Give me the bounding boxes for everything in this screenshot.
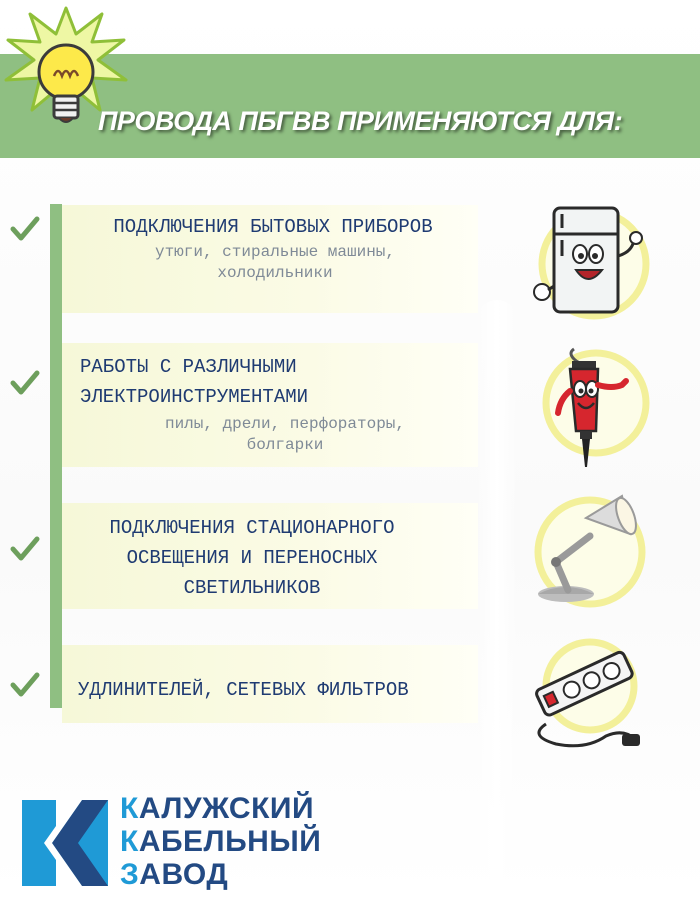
item-heading: СВЕТИЛЬНИКОВ <box>183 577 321 599</box>
item-subtitle-line: пилы, дрели, перфораторы, <box>164 415 406 433</box>
item-heading: РАБОТЫ С РАЗЛИЧНЫМИ <box>80 356 297 378</box>
page-title: ПРОВОДА ПБГВВ ПРИМЕНЯЮТСЯ ДЛЯ: <box>98 106 623 136</box>
company-logo-icon <box>22 800 108 886</box>
item-heading: ОСВЕЩЕНИЯ И ПЕРЕНОСНЫХ <box>126 547 378 569</box>
fridge-icon <box>526 200 652 326</box>
item-subtitle-line: утюги, стиральные машины, <box>154 243 396 261</box>
list-item <box>62 343 478 467</box>
list-item <box>62 205 478 313</box>
check-icon <box>10 536 40 562</box>
check-icon <box>10 216 40 242</box>
item-subtitle-line: болгарки <box>246 436 324 454</box>
power-strip-icon <box>526 638 652 764</box>
item-heading: ЭЛЕКТРОИНСТРУМЕНТАМИ <box>80 386 309 408</box>
item-heading: УДЛИНИТЕЛЕЙ, СЕТЕВЫХ ФИЛЬТРОВ <box>78 679 409 701</box>
item-heading: ПОДКЛЮЧЕНИЯ БЫТОВЫХ ПРИБОРОВ <box>113 216 433 238</box>
item-subtitle-line: холодильники <box>217 264 333 282</box>
power-tool-icon <box>526 345 652 471</box>
company-logo-text: КАЛУЖСКИЙ КАБЕЛЬНЫЙ ЗАВОД <box>120 792 322 891</box>
check-icon <box>10 672 40 698</box>
check-icon <box>10 370 40 396</box>
list-item <box>62 645 478 723</box>
decorative-glow <box>477 300 517 890</box>
item-heading: ПОДКЛЮЧЕНИЯ СТАЦИОНАРНОГО <box>109 517 395 539</box>
desk-lamp-icon <box>526 492 652 618</box>
list-item <box>62 503 478 609</box>
timeline-rail <box>50 204 62 708</box>
